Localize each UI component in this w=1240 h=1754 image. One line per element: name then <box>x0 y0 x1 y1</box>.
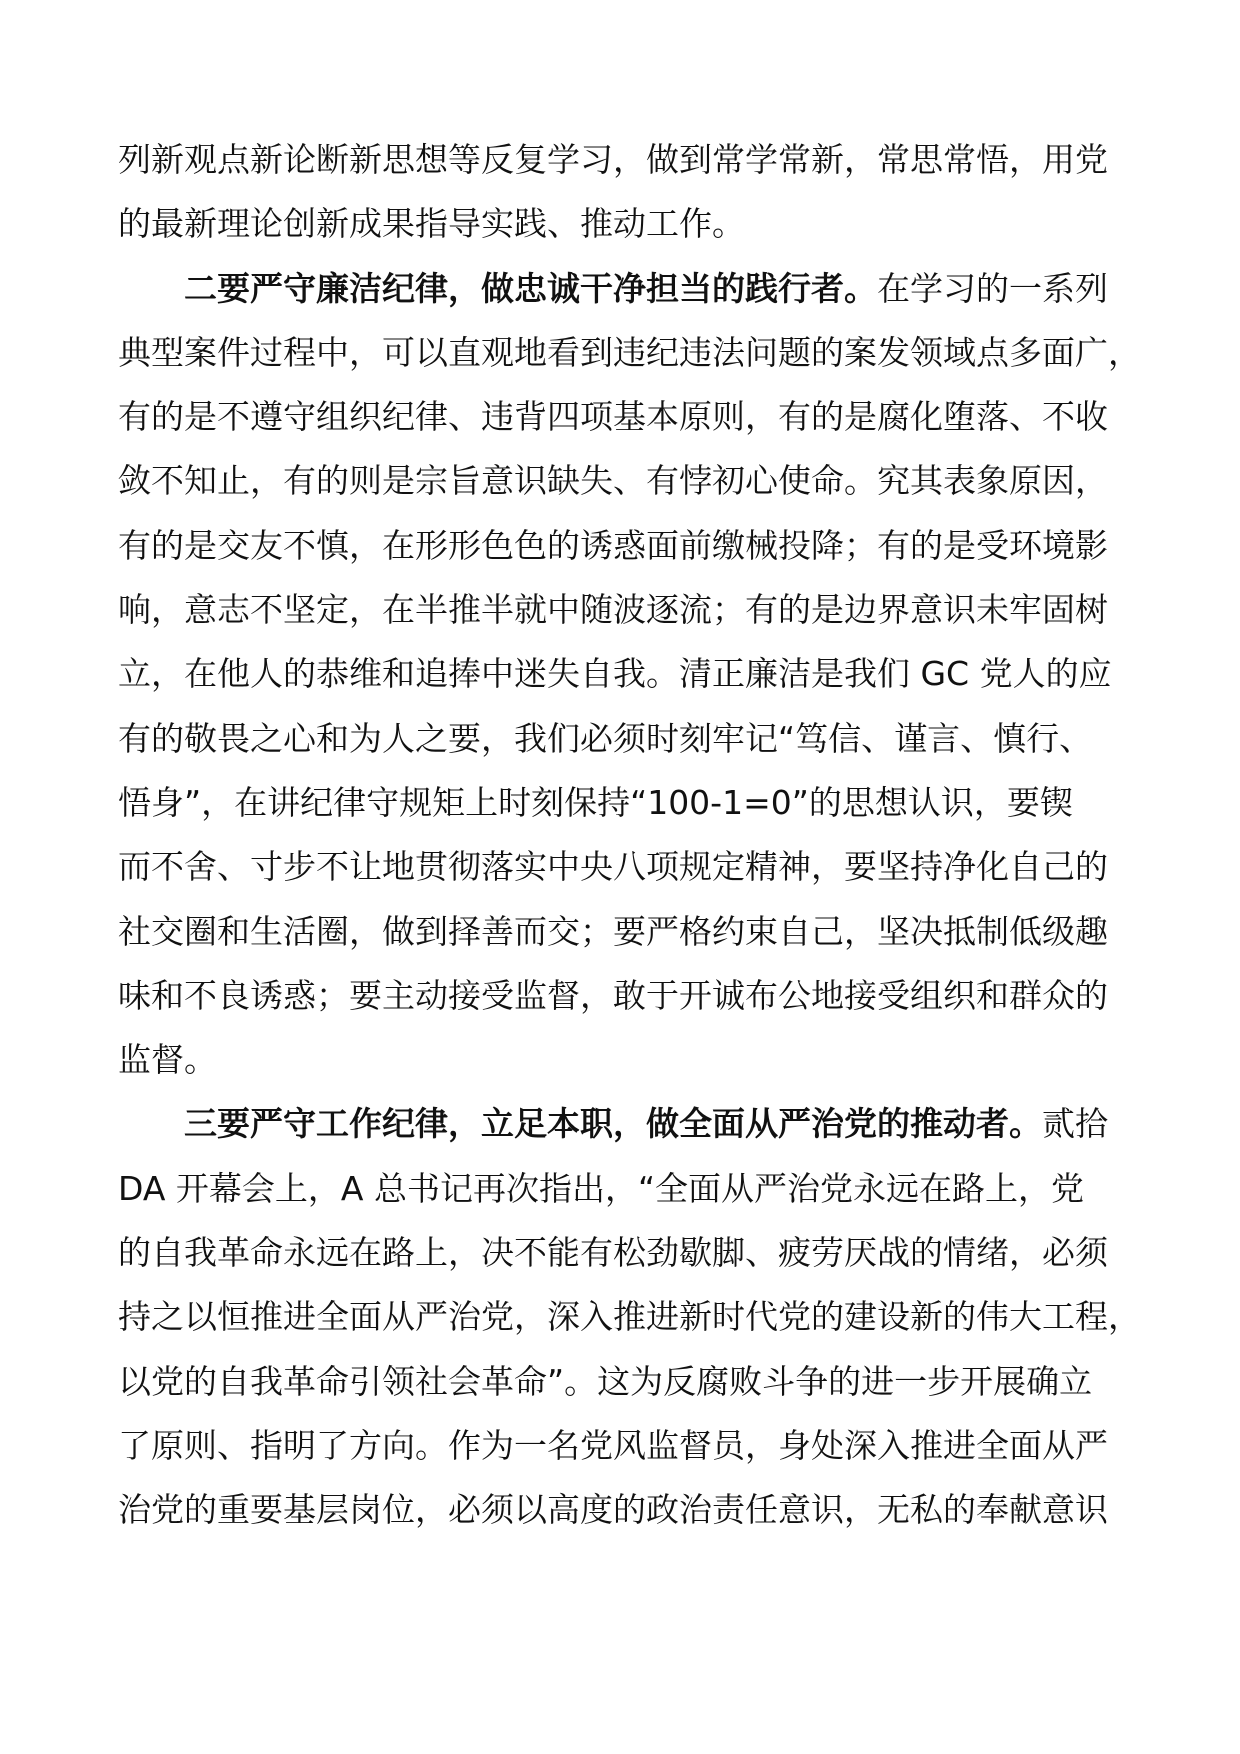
p2-first-line <box>118 257 1138 321</box>
p3-line-2: 的自我革命永远在路上，决不能有松劲歇脚、疲劳厌战的情绪，必须 <box>118 1233 1108 1273</box>
body-text <box>118 128 1141 1543</box>
p2-line-11: 味和不良诱惑；要主动接受监督，敢于开诚布公地接受组织和群众的 <box>118 975 1108 1015</box>
p2-first-line-rest: 在学习的一系列 <box>877 268 1108 308</box>
p3-first-line <box>118 1092 1138 1156</box>
p3-line-5: 了原则、指明了方向。作为一名党风监督员，身处深入推进全面从严 <box>118 1425 1108 1465</box>
p1-line-1: 列新观点新论断新思想等反复学习，做到常学常新，常思常悟，用党 <box>118 140 1108 179</box>
p2-line-2: 有的是不遵守组织纪律、违背四项基本原则，有的是腐化堕落、不收 <box>118 397 1108 437</box>
p2-line-8: 悟身”，在讲纪律守规矩上时刻保持“100-1=0”的思想认识，要锲 <box>118 782 1073 822</box>
p2-line-9: 而不舍、寸步不让地贯彻落实中央八项规定精神，要坚持净化自己的 <box>118 847 1108 887</box>
p2-line-3: 敛不知止，有的则是宗旨意识缺失、有悖初心使命。究其表象原因， <box>118 461 1108 501</box>
p3-line-1: DA 开幕会上，A 总书记再次指出，“全面从严治党永远在路上，党 <box>118 1168 1085 1208</box>
p2-heading: 二要严守廉洁纪律，做忠诚干净担当的践行者。 <box>184 268 877 308</box>
p2-line-4: 有的是交友不慎，在形形色色的诱惑面前缴械投降；有的是受环境影 <box>118 525 1108 565</box>
p2-line-5: 响，意志不坚定，在半推半就中随波逐流；有的是边界意识未牢固树 <box>118 590 1108 630</box>
p2-line-10: 社交圈和生活圈，做到择善而交；要严格约束自己，坚决抵制低级趣 <box>118 911 1108 951</box>
p1-line-2: 的最新理论创新成果指导实践、推动工作。 <box>118 204 745 244</box>
p3-heading: 三要严守工作纪律，立足本职，做全面从严治党的推动者。 <box>184 1104 1042 1144</box>
p3-line-4: 以党的自我革命引领社会革命”。这为反腐败斗争的进一步开展确立 <box>118 1361 1093 1401</box>
p2-line-12: 监督。 <box>118 1040 217 1080</box>
p3-first-line-rest: 贰拾 <box>1042 1104 1108 1144</box>
p2-line-6: 立，在他人的恭维和追捧中迷失自我。清正廉洁是我们 GC 党人的应 <box>118 654 1112 694</box>
p2-line-1: 典型案件过程中，可以直观地看到违纪违法问题的案发领域点多面广， <box>118 332 1141 372</box>
p3-line-3: 持之以恒推进全面从严治党，深入推进新时代党的建设新的伟大工程， <box>118 1297 1141 1337</box>
p3-line-6: 治党的重要基层岗位，必须以高度的政治责任意识，无私的奉献意识 <box>118 1490 1108 1530</box>
p2-line-7: 有的敬畏之心和为人之要，我们必须时刻牢记“笃信、谨言、慎行、 <box>118 718 1093 758</box>
